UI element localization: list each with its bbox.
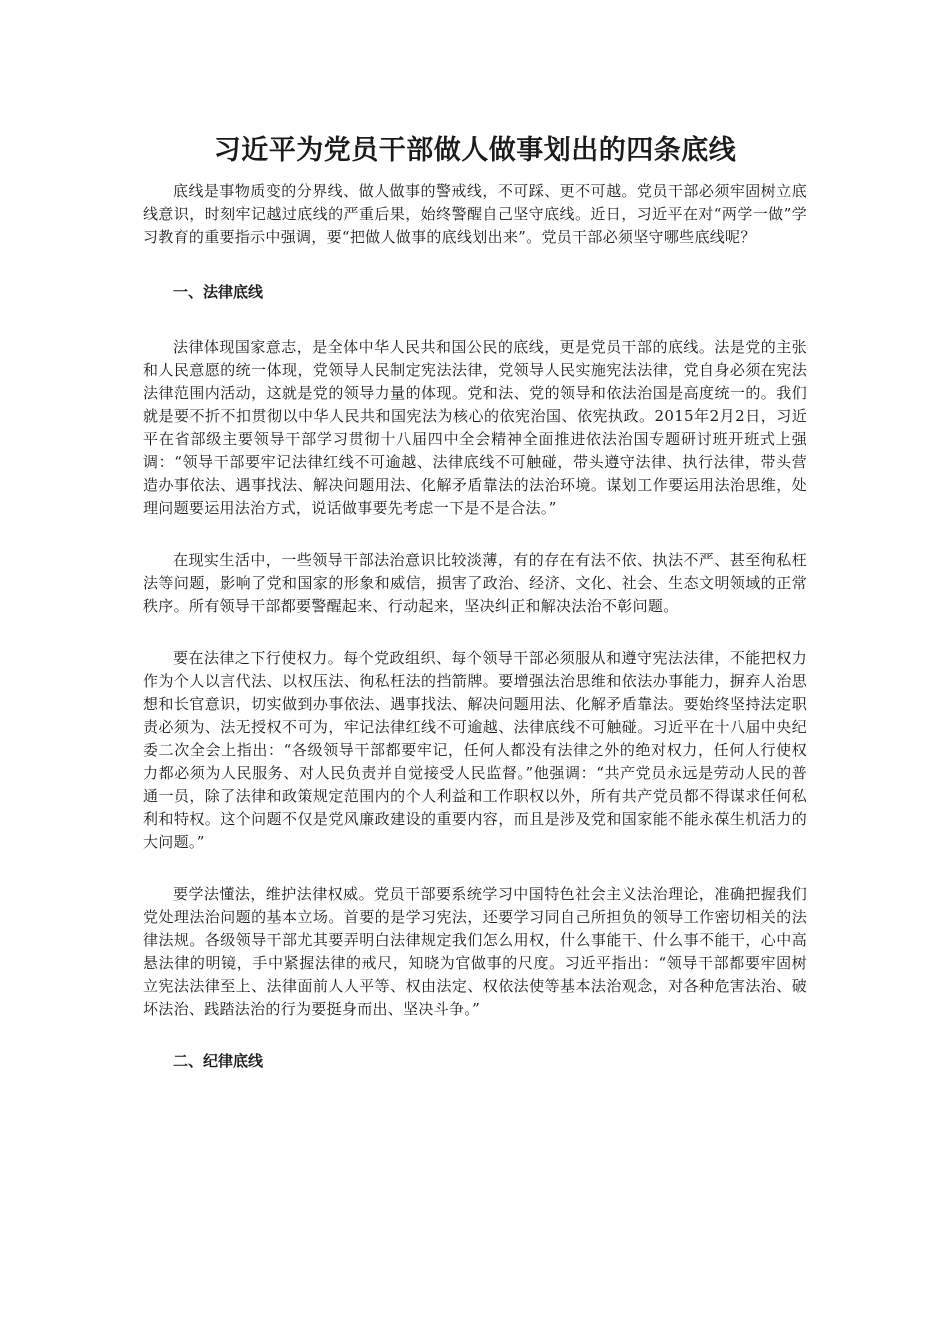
- law-paragraph-3: 要在法律之下行使权力。每个党政组织、每个领导干部必须服从和遵守宪法法律，不能把权力作为个人以言代法、以权压法、徇私枉法的挡箭牌。要增强法治思维和依法办事能力，摒弃人治思想和长官意识，切实做到办事依法、遇事找法、解决问题用法、化解矛盾靠法。要始终坚持法定职责必须为、法无授权不可为，牢记法律红线不可逾越、法律底线不可触碰。习近平在十八届中央纪委二次全会上指出：“各级领导干部都要牢记，任何人都没有法律之外的绝对权力，任何人行使权力都必须为人民服务、对人民负责并自觉接受人民监督。”他强调：“共产党员永远是劳动人民的普通一员，除了法律和政策规定范围内的个人利益和工作职权以外，所有共产党员都不得谋求任何私利和特权。这个问题不仅是党风廉政建设的重要内容，而且是涉及党和国家能不能永葆生机活力的大问题。”: [143, 649, 807, 851]
- law-paragraph-2: 在现实生活中，一些领导干部法治意识比较淡薄，有的存在有法不依、执法不严、甚至徇私枉法等问题，影响了党和国家的形象和威信，损害了政治、经济、文化、社会、生态文明领域的正常秩序。所有领导干部都要警醒起来、行动起来，坚决纠正和解决法治不彰问题。: [143, 551, 807, 615]
- intro-paragraph: 底线是事物质变的分界线、做人做事的警戒线，不可踩、更不可越。党员干部必须牢固树立底线意识，时刻牢记越过底线的严重后果，始终警醒自己坚守底线。近日，习近平在对“两学一做”学习教育的重要指示中强调，要“把做人做事的底线划出来”。党员干部必须坚守哪些底线呢？: [143, 182, 807, 246]
- spacer: [143, 1021, 807, 1050]
- spacer: [143, 304, 807, 336]
- law-paragraph-4: 要学法懂法，维护法律权威。党员干部要系统学习中国特色社会主义法治理论，准确把握我们党处理法治问题的基本立场。首要的是学习宪法，还要学习同自己所担负的领导工作密切相关的法律法规。各级领导干部尤其要弄明白法律规定我们怎么用权，什么事能干、什么事不能干，心中高悬法律的明镜，手中紧握法律的戒尺，知晓为官做事的尺度。习近平指出：“领导干部都要牢固树立宪法法律至上、法律面前人人平等、权由法定、权依法使等基本法治观念，对各种危害法治、破坏法治、践踏法治的行为要挺身而出、坚决斗争。”: [143, 885, 807, 1018]
- section-heading-law: 一、法律底线: [173, 283, 264, 301]
- spacer: [143, 249, 807, 281]
- spacer: [143, 520, 807, 549]
- spacer: [143, 854, 807, 883]
- document-title: 习近平为党员干部做人做事划出的四条底线: [213, 135, 737, 166]
- section-heading-discipline: 二、纪律底线: [173, 1052, 264, 1070]
- document-page: [143, 128, 807, 1073]
- spacer: [143, 618, 807, 647]
- law-paragraph-1: 法律体现国家意志，是全体中华人民共和国公民的底线，更是党员干部的底线。法是党的主张和人民意愿的统一体现，党领导人民制定宪法法律，党领导人民实施宪法法律，党自身必须在宪法法律范围内活动，这就是党的领导力量的体现。党和法、党的领导和依法治国是高度统一的。我们就是要不折不扣贯彻以中华人民共和国宪法为核心的依宪治国、依宪执政。2015年2月2日，习近平在省部级主要领导干部学习贯彻十八届四中全会精神全面推进依法治国专题研讨班开班式上强调：“领导干部要牢记法律红线不可逾越、法律底线不可触碰，带头遵守法律、执行法律，带头营造办事依法、遇事找法、解决问题用法、化解矛盾靠法的法治环境。谋划工作要运用法治思维，处理问题要运用法治方式，说话做事要先考虑一下是不是合法。”: [143, 338, 807, 517]
